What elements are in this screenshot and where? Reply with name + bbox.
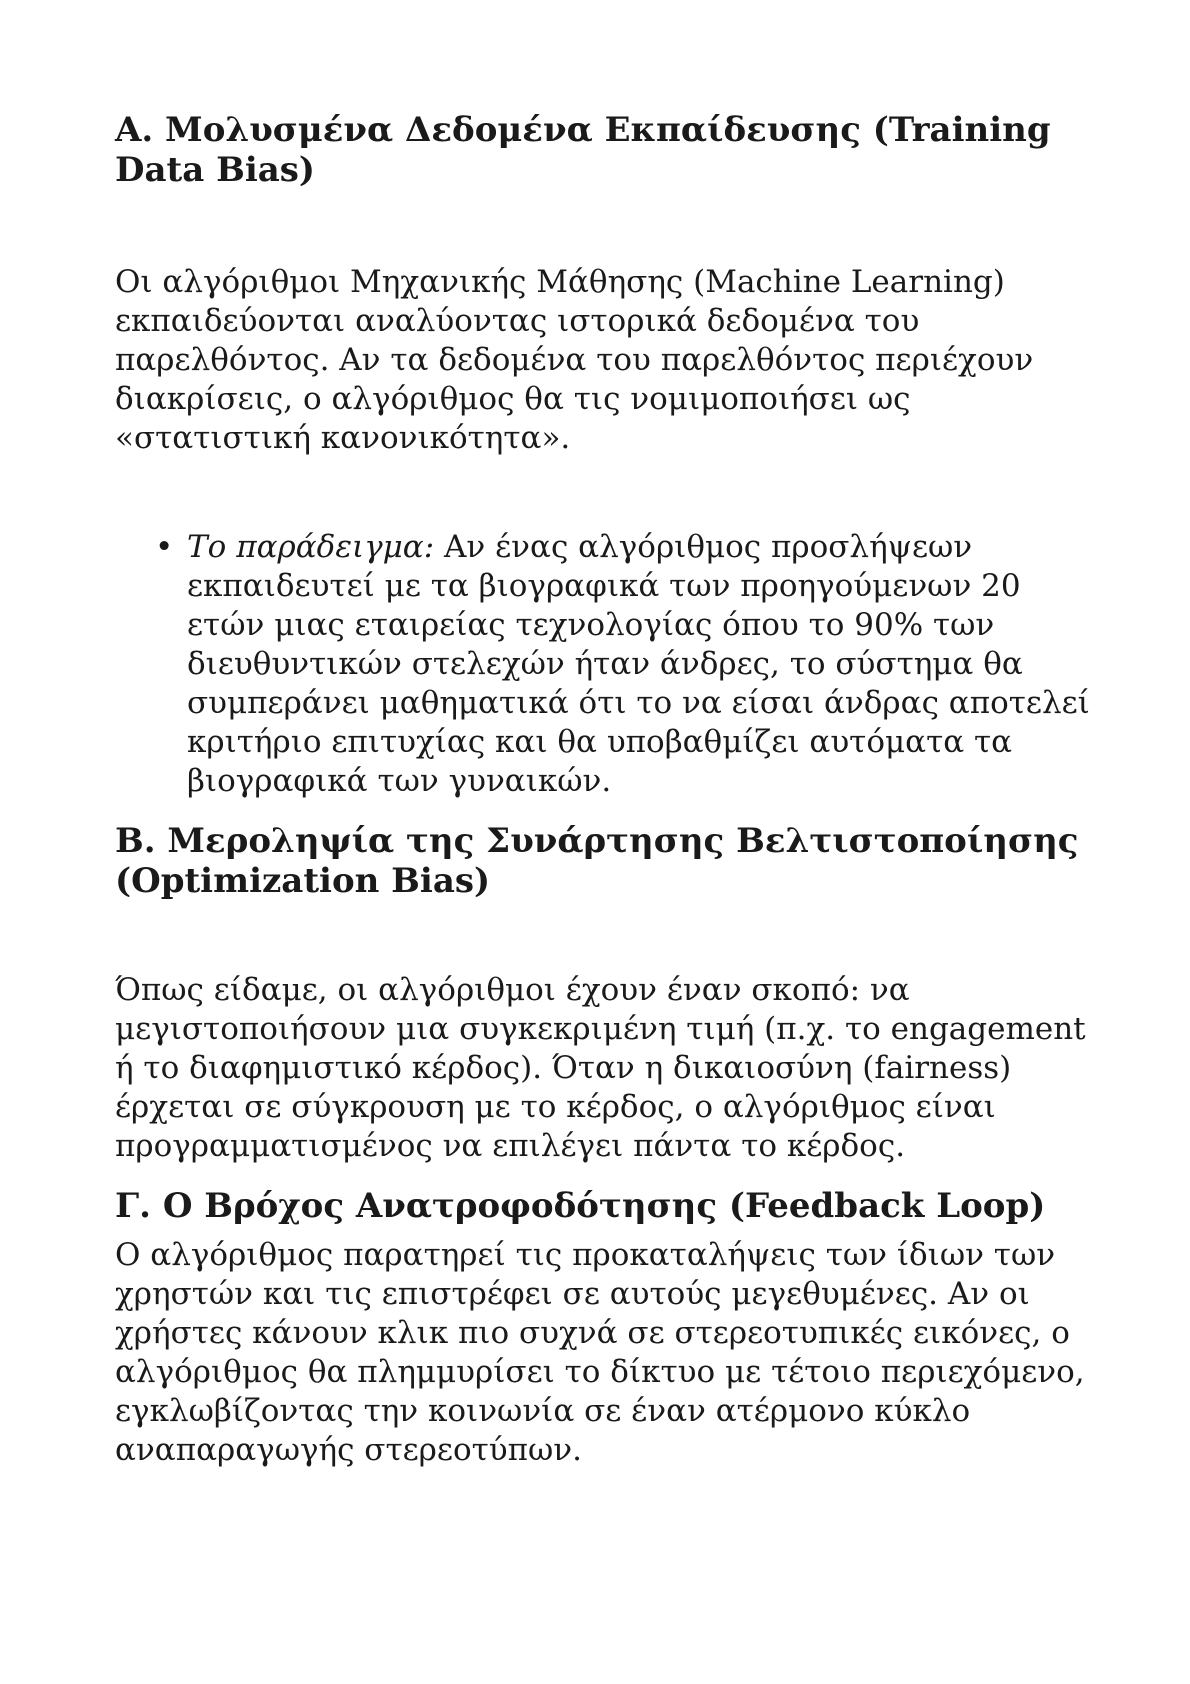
section-b-paragraph: Όπως είδαμε, οι αλγόριθμοι έχουν έναν σκοπό: να μεγιστοποιήσουν μια συγκεκριμένη τιμή (π.χ. το engagement ή το διαφημιστικό κέρδος). Όταν η δικαιοσύνη (fairness) έρχεται σε σύγκρουση με το κέρδος, ο αλγόριθμος είναι προγραμματισμένος να επιλέγει πάντα το κέρδος.: [115, 972, 1086, 1164]
example-text: Αν ένας αλγόριθμος προσλήψεων εκπαιδευτεί με τα βιογραφικά των προηγούμενων 20 ετών μιας εταιρείας τεχνολογίας όπου το 90% των διευθυντικών στελεχών ήταν άνδρες, το σύστημα θα συμπεράνει μαθηματικά ότι το να είσαι άνδρας αποτελεί κριτήριο επιτυχίας και θα υποβαθμίζει αυτόματα τα βιογραφικά των γυναικών.: [187, 529, 1090, 799]
bullet-marker: •: [155, 529, 174, 565]
section-b-heading: Β. Μεροληψία της Συνάρτησης Βελτιστοποίησης (Optimization Bias): [115, 821, 1079, 901]
document-page: [115, 110, 1090, 1470]
example-label: Το παράδειγμα:: [187, 529, 435, 565]
section-a-bullet-list: [115, 528, 1090, 801]
section-a-heading: Α. Μολυσμένα Δεδομένα Εκπαίδευσης (Training Data Bias): [115, 110, 1051, 190]
section-c-heading: Γ. Ο Βρόχος Ανατροφοδότησης (Feedback Loop): [115, 1186, 1046, 1226]
section-c-paragraph: Ο αλγόριθμος παρατηρεί τις προκαταλήψεις των ίδιων των χρηστών και τις επιστρέφει σε αυτούς μεγεθυμένες. Αν οι χρήστες κάνουν κλικ πιο συχνά σε στερεοτυπικές εικόνες, ο αλγόριθμος θα πλημμυρίσει το δίκτυο με τέτοιο περιεχόμενο, εγκλωβίζοντας την κοινωνία σε έναν ατέρμονο κύκλο αναπαραγωγής στερεοτύπων.: [115, 1237, 1085, 1468]
section-a-paragraph: Οι αλγόριθμοι Μηχανικής Μάθησης (Machine Learning) εκπαιδεύονται αναλύοντας ιστορικά δεδομένα του παρελθόντος. Αν τα δεδομένα του παρελθόντος περιέχουν διακρίσεις, ο αλγόριθμος θα τις νομιμοποιήσει ως «στατιστική κανονικότητα».: [115, 264, 1034, 456]
list-item: [115, 528, 1090, 801]
